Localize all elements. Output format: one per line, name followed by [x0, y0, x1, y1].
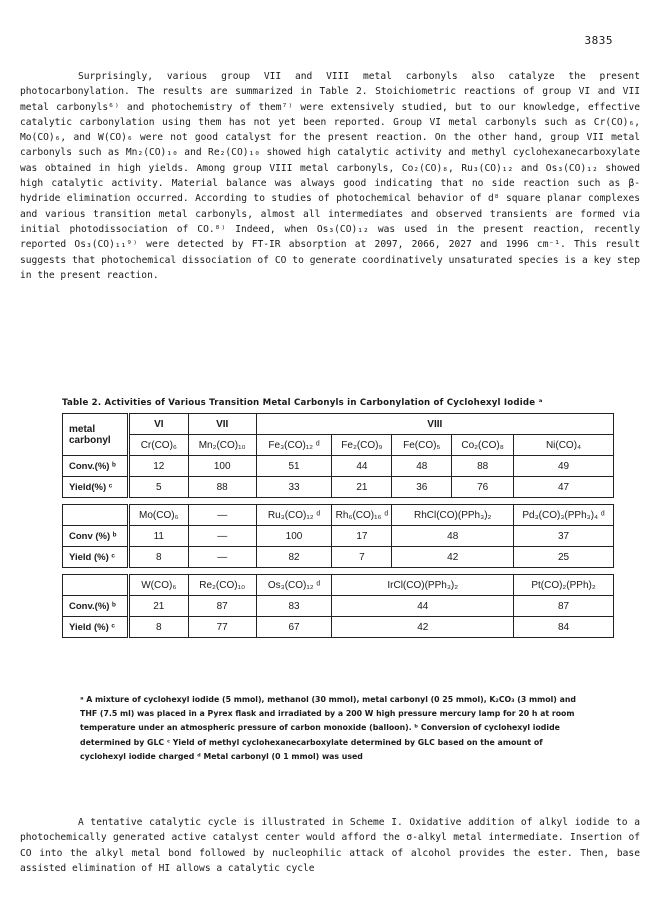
yield-value: 82 [256, 547, 332, 568]
conv-value: 100 [256, 526, 332, 547]
catalyst-cell: W(CO)₆ [128, 575, 188, 596]
block1-yield-row [63, 477, 614, 498]
catalyst-cell: Os₃(CO)₁₂ ᵈ [256, 575, 332, 596]
table-caption: Table 2. Activities of Various Transition Metal Carbonyls in Carbonylation of Cyclohexyl Iodide ᵃ [62, 398, 543, 408]
conv-value: 17 [332, 526, 392, 547]
conv-value: 21 [128, 596, 188, 617]
yield-value: 77 [188, 617, 256, 638]
conv-value: 12 [128, 456, 188, 477]
catalyst-cell: RhCl(CO)(PPh₃)₂ [392, 505, 514, 526]
conv-value: 49 [514, 456, 614, 477]
catalyst-cell: Pt(CO)₂(PPh)₂ [514, 575, 614, 596]
paragraph-2-text: A tentative catalytic cycle is illustrated in Scheme I. Oxidative addition of alkyl iodide to a photochemically generated active catalyst center would afford the σ-alkyl metal intermediate. Insertion of CO into the alkyl metal bond followed by nucleophilic attack of alcohol provides the ester. Then, base assisted elimination of HI allows a catalytic cycle [20, 817, 640, 874]
yield-value: 76 [452, 477, 514, 498]
table-footnotes: ᵃ A mixture of cyclohexyl iodide (5 mmol), methanol (30 mmol), metal carbonyl (0 25 mmol), K₂CO₃ (3 mmol) and THF (7.5 ml) was placed in a Pyrex flask and irradiated by a 200 W high pressure mercury lamp for 20 h at room temperature under an atmospheric pressure of carbon monoxide (balloon). ᵇ Conversion of cyclohexyl iodide determined by GLC ᶜ Yield of methyl cyclohexanecarboxylate determined by GLC based on the amount of cyclohexyl iodide charged ᵈ Metal carbonyl (0 1 mmol) was used [80, 695, 576, 761]
metal-carbonyl-header: metal carbonyl [63, 414, 129, 456]
conv-label: Conv (%) ᵇ [63, 526, 129, 547]
yield-label: Yield (%) ᶜ [63, 617, 129, 638]
empty-cell [63, 575, 129, 596]
conv-value: 83 [256, 596, 332, 617]
block1-conv-row [63, 456, 614, 477]
conv-value: 100 [188, 456, 256, 477]
conv-label: Conv.(%) ᵇ [63, 456, 129, 477]
yield-value: 42 [332, 617, 514, 638]
catalyst-cell: — [188, 505, 256, 526]
conv-value: 87 [188, 596, 256, 617]
yield-value: 33 [256, 477, 332, 498]
catalyst-cell: Fe₃(CO)₁₂ ᵈ [256, 435, 332, 456]
table-header-row [63, 414, 614, 435]
yield-value: 21 [332, 477, 392, 498]
yield-value: 88 [188, 477, 256, 498]
conv-value: 51 [256, 456, 332, 477]
catalyst-cell: Re₂(CO)₁₀ [188, 575, 256, 596]
yield-value: 5 [128, 477, 188, 498]
yield-value: 25 [514, 547, 614, 568]
catalyst-cell: Ru₃(CO)₁₂ ᵈ [256, 505, 332, 526]
table-spacer [63, 498, 614, 505]
block1-catalyst-row [63, 435, 614, 456]
block2-conv-row [63, 526, 614, 547]
conv-value: 87 [514, 596, 614, 617]
conv-value: 44 [332, 456, 392, 477]
catalyst-cell: Co₂(CO)₈ [452, 435, 514, 456]
catalyst-cell: Pd₃(CO)₃(PPh₃)₄ ᵈ [514, 505, 614, 526]
conv-value: 48 [392, 526, 514, 547]
catalyst-cell: Cr(CO)₆ [128, 435, 188, 456]
activity-table [62, 413, 614, 638]
conv-value: 48 [392, 456, 452, 477]
block3-catalyst-row [63, 575, 614, 596]
catalyst-cell: Mn₂(CO)₁₀ [188, 435, 256, 456]
yield-label: Yield(%) ᶜ [63, 477, 129, 498]
conv-value: 88 [452, 456, 514, 477]
conv-label: Conv.(%) ᵇ [63, 596, 129, 617]
yield-value: — [188, 547, 256, 568]
yield-value: 67 [256, 617, 332, 638]
conv-value: — [188, 526, 256, 547]
group-viii-header: VIII [256, 414, 613, 435]
yield-value: 42 [392, 547, 514, 568]
yield-value: 7 [332, 547, 392, 568]
body-paragraph-1 [20, 69, 640, 283]
catalyst-cell: IrCl(CO)(PPh₃)₂ [332, 575, 514, 596]
yield-label: Yield (%) ᶜ [63, 547, 129, 568]
block2-catalyst-row [63, 505, 614, 526]
table-spacer [63, 568, 614, 575]
catalyst-cell: Ni(CO)₄ [514, 435, 614, 456]
page-number: 3835 [584, 34, 613, 47]
catalyst-cell: Fe₂(CO)₉ [332, 435, 392, 456]
conv-value: 11 [128, 526, 188, 547]
catalyst-cell: Rh₆(CO)₁₆ ᵈ [332, 505, 392, 526]
yield-value: 8 [128, 617, 188, 638]
empty-cell [63, 505, 129, 526]
catalyst-cell: Mo(CO)₆ [128, 505, 188, 526]
conv-value: 44 [332, 596, 514, 617]
block3-yield-row [63, 617, 614, 638]
catalyst-cell: Fe(CO)₅ [392, 435, 452, 456]
block2-yield-row [63, 547, 614, 568]
yield-value: 8 [128, 547, 188, 568]
group-vi-header: VI [128, 414, 188, 435]
paragraph-1-text: Surprisingly, various group VII and VIII metal carbonyls also catalyze the present photocarbonylation. The results are summarized in Table 2. Stoichiometric reactions of group VI and VII metal carbonyls⁶⁾ and photochemistry of them⁷⁾ were extensively studied, but to our knowledge, effective catalytic carbonylation using them has not yet been reported. Group VI metal carbonyls such as Cr(CO)₆, Mo(CO)₆, and W(CO)₆ were not good catalyst for the present reaction. On the other hand, group VII metal carbonyls such as Mn₂(CO)₁₀ and Re₂(CO)₁₀ showed high catalytic activity and methyl cyclohexanecarboxylate was obtained in high yields. Among group VIII metal carbonyls, Co₂(CO)₈, Ru₃(CO)₁₂ and Os₃(CO)₁₂ showed high catalytic activity. Material balance was always good indicating that no side reaction such as β-hydride elimination occurred. According to studies of photochemical behavior of d⁸ square planar complexes and various transition metal carbonyls, almost all intermediates and observed transients are formed via initial photodissociation of CO.⁸⁾ Indeed, when Os₃(CO)₁₂ was used in the present reaction, recently reported Os₃(CO)₁₁⁹⁾ were detected by FT-IR absorption at 2097, 2066, 2027 and 1996 cm⁻¹. This result suggests that photochemical dissociation of CO to generate coordinatively unsaturated species is a key step in the present reaction. [20, 71, 640, 281]
body-paragraph-2 [20, 815, 640, 876]
yield-value: 47 [514, 477, 614, 498]
group-vii-header: VII [188, 414, 256, 435]
conv-value: 37 [514, 526, 614, 547]
yield-value: 36 [392, 477, 452, 498]
block3-conv-row [63, 596, 614, 617]
yield-value: 84 [514, 617, 614, 638]
